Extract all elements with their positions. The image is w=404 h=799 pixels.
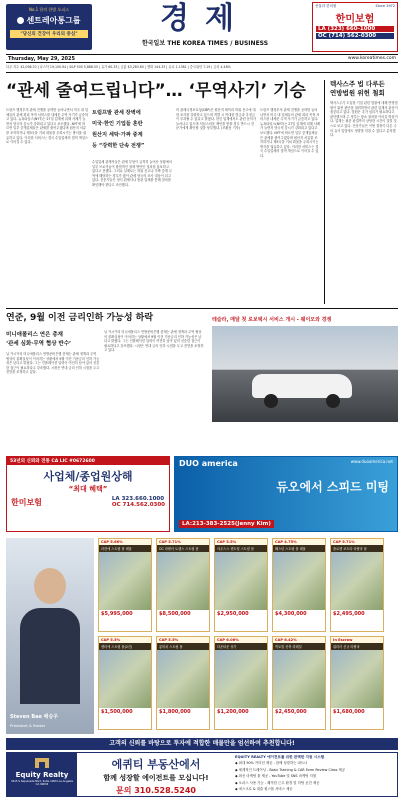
listing-card[interactable]: [98, 538, 152, 632]
er-point: ◆ 에스크로 & 대출 원스톱 서비스 제공: [235, 787, 293, 792]
listing-card[interactable]: [330, 636, 384, 730]
listing-card[interactable]: [156, 538, 210, 632]
promo-brand: 센트레아통그룹: [26, 16, 81, 25]
agent-title: President & Broker: [10, 723, 46, 728]
listing-photo: [99, 552, 151, 610]
listing-photo: [99, 650, 151, 708]
er-address: 3415 S Sepulveda Blvd, Suite 1000 Los Angeles CA 90034: [10, 780, 74, 787]
license-no: 53년의 신뢰와 전통 CA LIC #0672600: [7, 457, 169, 465]
er-right: [235, 755, 397, 793]
sidebar-headline: 텍사스주 법 다루든: [330, 80, 385, 88]
paper-subtitle: 한국일보 THE KOREA TIMES / BUSINESS: [141, 40, 269, 47]
issue-date: Thursday, May 29, 2025: [8, 55, 75, 62]
second-kicker: 미니애폴리스 연은 총재: [6, 332, 63, 338]
er-logo-icon: [35, 758, 49, 768]
equity-realty-ad[interactable]: [6, 752, 398, 797]
ad-since: Since 1972: [375, 4, 395, 8]
er-brand: Equity Realty: [15, 771, 69, 779]
listing-card[interactable]: [98, 636, 152, 730]
listing-price: $1,500,000: [101, 709, 133, 715]
duo-headline: 듀오에서 스피드 미팅: [276, 480, 389, 494]
listings-banner: 고객의 신뢰를 바탕으로 투자에 적합한 매물만을 엄선하여 추천합니다!: [6, 738, 398, 750]
listing-photo: [331, 650, 383, 708]
lead-headline: “관세 줄여드립니다”… ‘무역사기’ 기승: [6, 81, 306, 101]
listing-price: $8,500,000: [159, 611, 191, 617]
listing-photo: [157, 650, 209, 708]
agent-photo: [6, 538, 94, 734]
listing-card[interactable]: [214, 636, 268, 730]
brand-icon: [17, 17, 24, 24]
duo-brand: DUO america: [179, 459, 238, 468]
ad-la: LA (323) 660-1000: [316, 26, 394, 32]
listing-price: $4,300,000: [275, 611, 307, 617]
second-body-col1: 닐 카시카리 미니애폴리스 연방준비은행 총재는 관세 정책과 무역 협상의 불확실성이 이어지는 상황에서 9월 이전 기준금리 인하 가능성은 낮다고 밝혔다. 그는 인플레이션 압력이 여전히 남아 있어 신중한 접근이 필요하다고 강조했다. 시장은 연내 금리 인하 시점을 두고 전망을 조정하고 있다.: [6, 352, 100, 375]
listing-cap: CAP 6.42%: [273, 637, 325, 643]
promo-top: No.1 한의 한방 오피스: [28, 7, 70, 12]
second-headline: 연준, 9월 이전 금리인하 가능성 하락: [6, 313, 154, 323]
duo-url[interactable]: www.duoamerica.net: [350, 459, 393, 464]
insurance-sub: “최대 혜택”: [68, 485, 108, 493]
masthead-title-block: [110, 2, 300, 52]
er-sub: 함께 성장할 에이전트를 모십니다!: [103, 774, 209, 782]
listing-cap: CAP 5.5%: [99, 637, 151, 643]
insurance-oc: OC 714.562.0300: [111, 502, 165, 508]
er-point: ◆ 최대 90% 커미션 제공 - 함께 성장하는 파트너: [235, 761, 308, 765]
listing-name: 다운타운 상가: [215, 643, 267, 650]
listing-card[interactable]: [330, 538, 384, 632]
listing-price: $2,495,000: [333, 611, 365, 617]
listing-name: 샤우스스 센트럴 스트립 몰: [215, 545, 267, 552]
listing-photo: [157, 552, 209, 610]
sidebar-body: 텍사스주가 도입한 기업 관련 법률에 대해 연방법원이 위헌 판단을 철회하면서 관련 업계의 관심이 집중되고 있다. 법원은 추가 심리가 필요하다고 판단했으며 주 정부는 항소 절차를 이어갈 방침이다. 업계는 최종 판결까지 상당한 시간이 걸릴 것으로 보고 있다. 전문가들은 이번 결정이 다른 주의 유사 입법에도 영향을 미칠 수 있다고 분석했다.: [330, 101, 398, 138]
insurance-la: LA 323.660.1000: [111, 496, 165, 502]
lead-body-col4: 트럼프 행정부의 관세 전쟁을 공략한 늘어나면서 미국 내 업체들의 관세 회피 목적 서비스를 내세운 무역 사기가 급증하고 있다. 뉴욕타임스(NYT)는 27일 업계에 피해 사례가 늘면서 당국의 감시가 강화되고 있다고 보도했다. NYT에 따르면 일부 중개업체들은 관세를 줄여주겠다며 원산지 서류를 조작하거나 제3국을 거쳐 화물을 우회시키는 방식을 권유하고 있다. 이러한 서비스는 결국 수입업체의 법적 책임으로 이어질 수 있다.: [260, 108, 320, 158]
masthead-right-ad[interactable]: [312, 2, 398, 52]
website-link[interactable]: www.koreatimes.com: [347, 56, 396, 61]
listing-name: OC 라팔마 토랜스 스트립 몰: [157, 545, 209, 552]
subhead-2: 미국·한인 기업들 혼란: [92, 121, 143, 127]
listing-card[interactable]: [272, 636, 326, 730]
lead-body-col1: 트럼프 행정부의 관세 전쟁을 공략한 늘어나면서 미국 내 업체들의 관세 회피 목적 서비스를 내세운 무역 사기가 급증하고 있다. 뉴욕타임스(NYT)는 27일 업계에 피해 사례가 늘면서 당국의 감시가 강화되고 있다고 보도했다. NYT에 따르면 일부 중개업체들은 관세를 줄여주겠다며 원산지 서류를 조작하거나 제3국을 거쳐 화물을 우회시키는 방식을 권유하고 있다. 이러한 서비스는 결국 수입업체의 법적 책임으로 이어질 수 있다.: [6, 108, 88, 145]
sidebar-subhead: 연방법원 위헌 철회: [330, 89, 385, 97]
listing-cap: CAP 4.75%: [273, 539, 325, 545]
er-right-title: EQUITY REALTY 에이전트를 위한 완벽한 지원 시스템: [235, 755, 325, 759]
insurance-brand: 한미보험: [11, 498, 42, 507]
er-point: ◆ 체계적인 트레이닝 - Basic Training & CAR Form Review Class 제공: [235, 767, 346, 772]
second-subhead: ‘관세 심화·무역 협상 반수’: [6, 341, 72, 347]
listing-name: 웨스턴 스트립 몰 매물: [273, 545, 325, 552]
ad-small: 선물과 한의원: [315, 4, 337, 8]
tesla-photo-caption: 테슬라, 매달 첫 로보택시 서비스 개시 - 웨이모와 경쟁: [212, 317, 332, 323]
lead-body-col2: 수입업체 관계자들은 관세 부담이 급격히 늘어난 상황에서 일부 브로커들이 합법적인 절세 방안인 것처럼 홍보하고 있다고 전했다. 그러나 실제로는 허위 신고나 가짜 중계 무역에 해당하는 경우가 많아 관세 당국의 조사 대상이 되고 있다. 전문가들은 정식 관세사나 통관 업체를 통해 절차를 확인해야 한다고 조언했다.: [92, 160, 172, 187]
subhead-1: 트럼프발 관세 장벽에: [92, 110, 141, 116]
er-phone[interactable]: 문의 310.528.5240: [116, 786, 196, 795]
listing-name: 빅토빌 신축 리테일: [273, 643, 325, 650]
listing-cap: CAP 6.06%: [215, 637, 267, 643]
listing-photo: [273, 552, 325, 610]
er-logo-block: [7, 753, 77, 797]
listing-cap: In Escrow: [331, 637, 383, 643]
promo-tagline: "당신의 건강이 우리의 중심": [10, 30, 88, 38]
duo-ad[interactable]: [174, 456, 398, 532]
listing-price: $5,995,000: [101, 611, 133, 617]
listing-name: 센터에 스트립 몰(2건): [99, 643, 151, 650]
agent-name: Steven Bae 배승우: [10, 714, 59, 720]
listing-cap: CAP 5.71%: [331, 539, 383, 545]
date-bar: [6, 54, 398, 63]
listing-card[interactable]: [156, 636, 210, 730]
sidebar-story: [330, 80, 398, 297]
listing-cap: CAP 5.5%: [157, 637, 209, 643]
subhead-4: 등 “강력한 단속 전쟁”: [92, 143, 145, 149]
listing-photo: [215, 552, 267, 610]
section-title: 경제: [160, 1, 250, 36]
lead-subheads: [92, 108, 172, 152]
listing-price: $1,200,000: [217, 709, 249, 715]
lead-body-col3: 미 관세국경보호청(CBP)은 원산지 세탁과 허위 신고에 대한 조사를 강화하고 있으며 적발 시 막대한 벌금과 추징금이 부과될 수 있다고 밝혔다. 한인 업계에서도 관련 문의가 늘어나고 있으며 의심스러운 제안을 받을 경우 반드시 전문가에게 확인할 것을 당부했다. (조환동 기자): [176, 108, 256, 131]
ad-name: 한미보험: [335, 14, 375, 25]
listing-name: 라한에 스트립 몰 매물: [99, 545, 151, 552]
insurance-headline: 사업체/종업원상해: [43, 470, 133, 483]
tesla-photo: [212, 326, 398, 422]
listing-card[interactable]: [272, 538, 326, 632]
listing-name: 플로렌 코트라 라팔마 몰: [331, 545, 383, 552]
listing-name: 위티어 신규 라팔마: [331, 643, 383, 650]
duo-phone: LA:213-383-2525(Jenny Kim): [179, 520, 274, 528]
listing-price: $2,950,000: [217, 611, 249, 617]
er-headline: 에퀴티 부동산에서: [111, 758, 201, 771]
listing-cap: CAP 5.66%: [99, 539, 151, 545]
listing-price: $1,680,000: [333, 709, 365, 715]
listing-cap: CAP 5.71%: [157, 539, 209, 545]
listing-price: $1,800,000: [159, 709, 191, 715]
listing-photo: [331, 552, 383, 610]
listing-name: 롱비치 스트립 몰: [157, 643, 209, 650]
second-body-col2: 닐 카시카리 미니애폴리스 연방준비은행 총재는 관세 정책과 무역 협상의 불확실성이 이어지는 상황에서 9월 이전 기준금리 인하 가능성은 낮다고 밝혔다. 그는 인플레이션 압력이 여전히 남아 있어 신중한 접근이 필요하다고 강조했다. 시장은 연내 금리 인하 시점을 두고 전망을 조정하고 있다.: [104, 330, 204, 353]
listing-price: $2,450,000: [275, 709, 307, 715]
listing-photo: [215, 650, 267, 708]
market-ticker: 다우 지수 42,098.70 | 나스닥 19,100.94 | S&P 500 5,888.55 | 유가 60.33 | 금값 $3,283.60 | 엔화 144.33 | 유로 1.1361 | 중국위안 7.19 | 금리 4.48%: [6, 65, 231, 69]
listing-cap: CAP 5.5%: [215, 539, 267, 545]
listing-photo: [273, 650, 325, 708]
er-point: ◆ 오피스 사용 가능 - 쾌적한 근무 환경 및 미팅 공간 제공: [235, 780, 320, 785]
listing-card[interactable]: [214, 538, 268, 632]
er-point: ◆ 최신 마케팅 툴 제공 - YouTube 및 SNS 마케팅 지원: [235, 774, 317, 779]
insurance-ad[interactable]: [6, 456, 170, 532]
subhead-3: 원산지 세탁·가짜 중계: [92, 132, 143, 138]
masthead-left-ad[interactable]: [6, 4, 92, 50]
ad-oc: OC (714) 562-0300: [316, 33, 394, 39]
